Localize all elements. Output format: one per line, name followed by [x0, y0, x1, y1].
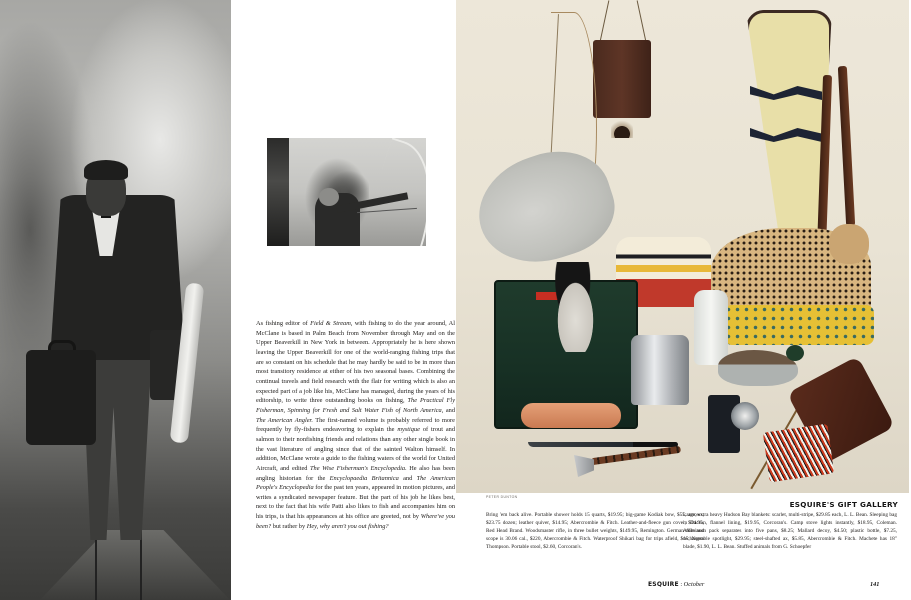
- bridge-plank: [140, 530, 142, 600]
- heading-prefix: ESQUIRE'S: [789, 500, 838, 509]
- shower-chain: [600, 0, 610, 41]
- italic-title: The Wise Fisherman's Encyclopedia.: [310, 464, 407, 472]
- folio-magazine: [648, 581, 704, 588]
- aluminum-pack: [631, 335, 689, 405]
- plastic-bottle: [694, 290, 728, 365]
- cheetah-head: [829, 224, 869, 264]
- photo-gift-still-life: [456, 0, 909, 493]
- axe-handle: [591, 446, 681, 465]
- shower-head: [611, 118, 633, 138]
- shower-chain: [637, 0, 647, 41]
- section-heading: [790, 500, 898, 509]
- man-figure: [267, 138, 289, 246]
- suitcase: [26, 350, 96, 445]
- page-number: 141: [870, 581, 880, 588]
- italic-title: The American People's Encyclopedia: [256, 474, 455, 492]
- photo-man-on-bridge: [0, 0, 231, 600]
- caption-column-right: Large, extra heavy Hudson Bay blankets: scarlet, multi-stripe, $29.85 each, L. L. Bean. Sleeping bag in Dacron, flannel lining, $19.95, Corcoran's. Camp stove lights instantly, $18.95, Coleman. Aluminum pack separates into five pans, $8.25; Mallard decoy, $4.50; plastic bottle, $7.25, rechargeable spotlight, $29.95; steel-shafted ax, $5.85, Abercrombie & Fitch. Machete has 18" blade, $1.90, L. L. Bean. Stuffed animals from G. Schoepfer: [683, 512, 897, 551]
- woman-head: [319, 188, 339, 206]
- shikari-bag: [465, 137, 626, 279]
- photo-archery-inset: [267, 138, 426, 246]
- figure-hair: [84, 160, 128, 180]
- spotlight-lens: [731, 402, 759, 430]
- german-rifle: [838, 66, 855, 226]
- arrows-bundle: [763, 424, 834, 483]
- italic-title: Where've you been?: [256, 513, 456, 530]
- stuffed-loon: [548, 262, 603, 352]
- bridge-plank: [95, 530, 97, 600]
- portable-shower: [593, 40, 651, 118]
- caption-column-left: Bring 'em back alive. Portable shower holds 15 quarts, $19.95; big-game Kodiak bow, $55; arrows, $23.75 dozen; leather quiver, $14.95; Abercrombie & Fitch. Leather-and-fleece gun cover, $14.95, Red Head Brand. Woodsmaster rifle, in three bullet weights, $149.95, Remington. German rifle and scope is 30.06 cal., $220, Abercrombie & Fitch. Waterproof Shikari bag for trips afield, $15, Norm Thompson. Portable stool, $2.60, Corcoran's.: [486, 512, 704, 551]
- bridge-path: [40, 530, 230, 600]
- fuel-can: [521, 403, 621, 428]
- decoy-head: [786, 345, 804, 361]
- italic-title: The Practical Fly Fisherman, Spinning for Fresh and Salt Water Fish of North America,: [256, 397, 456, 414]
- article-body: As fishing editor of Field & Stream, with fishing to do the year around, Al McClane is based in Palm Beach from November through May and on the Upper Beaverkill in New York in between. Appropriately he is here shown leaving the Upper Beaverkill for one of the world-ranging fishing trips that are so constant on his schedule that he may hardly be said to be in more than most transitory residence at either of his two seasonal bases. Combining the continual travels and field research with the flair for writing which is also an expected part of a job like his, McClane has managed, during the years of his editorship, to write three outstanding books on fishing, The Practical Fly Fisherman, Spinning for Fresh and Salt Water Fish of North America, and The American Angler. The first-named volume is probably referred to more frequently by fly-fishers endeavoring to explain the mystique of trout and salmon to their nonfishing friends and relations than any other single book in the vast literature of angling since that of the sainted Walton himself. In addition, McClane wrote a guide to the fishing waters of the world for United Aircraft, and edited The Wise Fisherman's Encyclopedia. He also has been angling historian for the Encyclopaedia Britannica and The American People's Encyclopedia for the past ten years, appeared in motion pictures, and writes a syndicated newspaper feature. But the part of his job he likes best, next to the fact that his wife Patti also likes to fish and accompanies him on his trips, is that his appearances at his office are greeted, not by Where've you been? but rather by Hey, why aren't you out fishing?: [256, 320, 456, 530]
- machete: [528, 442, 678, 447]
- italic-title: Field & Stream: [310, 320, 351, 327]
- italic-title: Encyclopaedia Britannica: [329, 474, 399, 482]
- magazine-name: ESQUIRE: [648, 581, 679, 588]
- issue-month: October: [683, 581, 705, 588]
- italic-title: mystique: [397, 426, 420, 434]
- photo-credit: PETER DUNTON: [486, 495, 518, 499]
- folio-separator: :: [678, 581, 684, 588]
- italic-title: Hey, why aren't you out fishing?: [306, 522, 389, 530]
- heading-title: GIFT GALLERY: [837, 500, 898, 509]
- sleeping-bag: [724, 305, 874, 345]
- italic-title: The American Angler.: [256, 416, 313, 424]
